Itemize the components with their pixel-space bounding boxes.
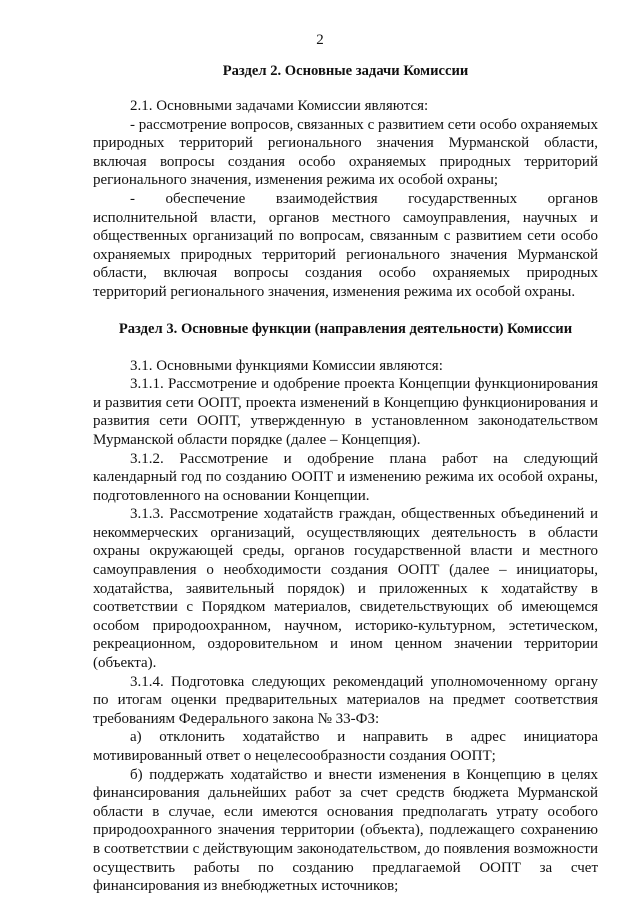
paragraph-3-1: 3.1. Основными функциями Комиссии являются: (130, 357, 443, 374)
paragraph-task-2: - обеспечение взаимодействия государственных органов исполнительной власти, органов местного самоуправления, научных и общественных организаций по вопросам, связанным с развитием сети особо охраняемых природных территорий регионального значения Мурманской области, включая вопросы создания особо охраняемых природных территорий регионального значения, изменения режима их особой охраны. (93, 190, 598, 300)
paragraph-item-a: а) отклонить ходатайство и направить в адрес инициатора мотивированный ответ о нецелесообразности создания ООПТ; (93, 729, 598, 764)
paragraph-3-1-3: 3.1.3. Рассмотрение ходатайств граждан, общественных объединений и некоммерческих организаций, осуществляющих деятельность в области охраны окружающей среды, органов государственной власти и местного самоуправления о необходимости создания ООПТ (далее – инициаторы, ходатайства, заявительный порядок) и приложенных к ходатайству в соответствии с Порядком материалов, свидетельствующих об имеющемся особом природоохранном, научном, историко-культурном, эстетическом, рекреационном, оздоровительном и ином ценном значении территории (объекта). (93, 506, 598, 672)
page-number: 2 (316, 32, 324, 48)
paragraph-3-1-4: 3.1.4. Подготовка следующих рекомендаций уполномоченному органу по итогам оценки предварительных материалов на предмет соответствия требованиям Федерального закона № 33-ФЗ: (93, 673, 598, 727)
paragraph-3-1-1: 3.1.1. Рассмотрение и одобрение проекта Концепции функционирования и развития сети ООПТ, проекта изменений в Концепцию функционирования и развития сети ООПТ, утвержденную в установленном законодательством Мурманской области порядке (далее – Концепция). (93, 376, 598, 448)
paragraph-task-1: - рассмотрение вопросов, связанных с развитием сети особо охраняемых природных территорий регионального значения Мурманской области, включая вопросы создания особо охраняемых природных территорий регионального значения, изменения режима их особой охраны; (93, 116, 598, 189)
section-2-heading: Раздел 2. Основные задачи Комиссии (222, 63, 469, 79)
section-3-heading: Раздел 3. Основные функции (направления деятельности) Комиссии (118, 320, 573, 337)
paragraph-item-b: б) поддержать ходатайство и внести изменения в Концепцию в целях финансирования дальнейших работ за счет средств бюджета Мурманской области в случае, если имеются основания предполагать утрату особого природоохранного значения территории (объекта), подлежащего сохранению в соответствии с действующим законодательством, до появления возможности осуществить работы по созданию предлагаемой ООПТ за счет финансирования из внебюджетных источников; (93, 766, 598, 895)
document-body (93, 62, 598, 896)
paragraph-3-1-2: 3.1.2. Рассмотрение и одобрение плана работ на следующий календарный год по созданию ООПТ и изменению режима их особой охраны, подготовленного на основании Концепции. (93, 450, 598, 504)
paragraph-2-1: 2.1. Основными задачами Комиссии являются: (130, 98, 429, 114)
